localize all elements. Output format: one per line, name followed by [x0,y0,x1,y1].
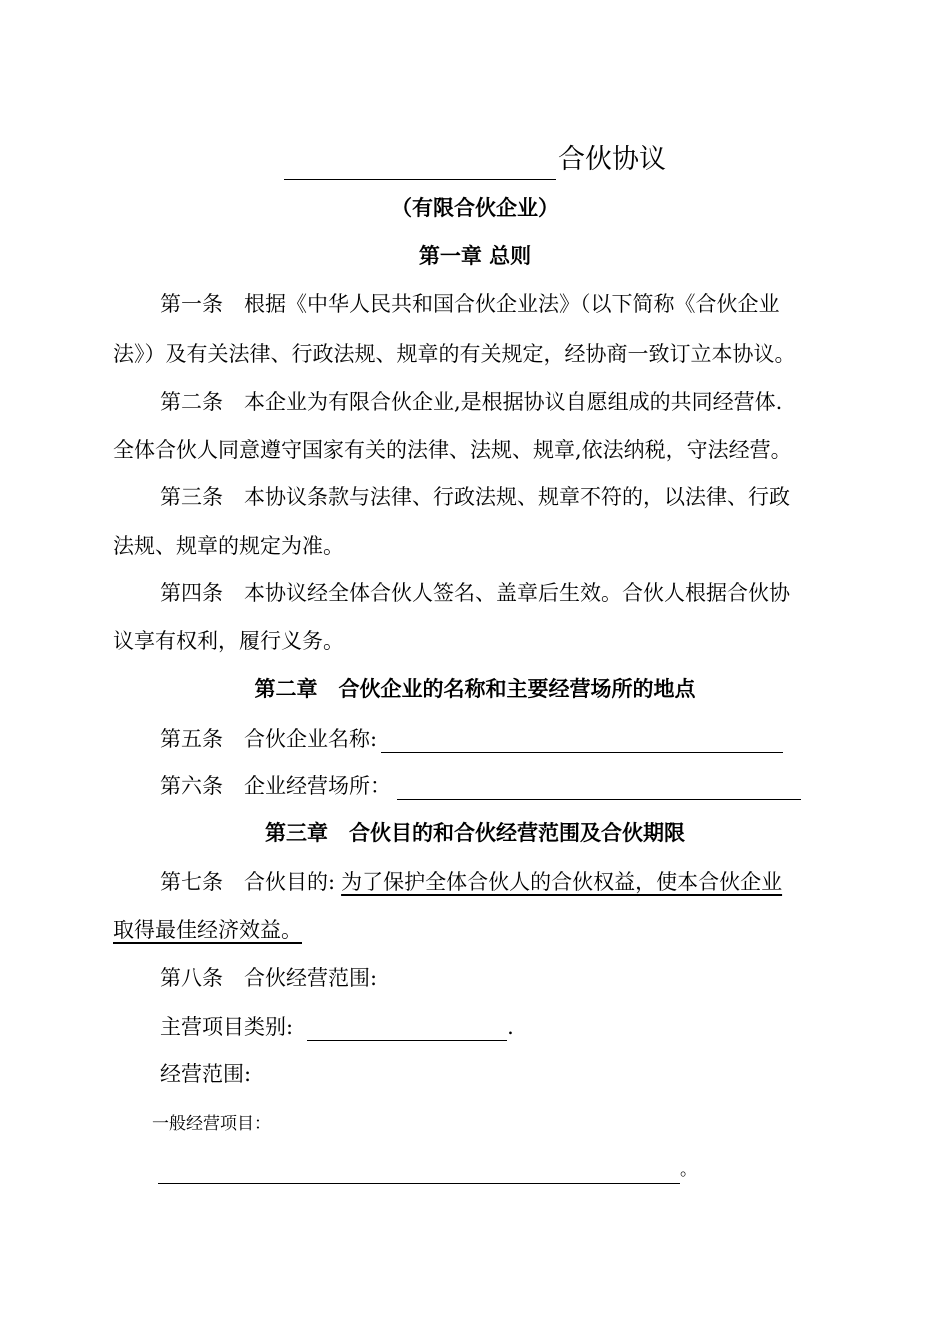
article2-line1: 第二条 本企业为有限合伙企业,是根据协议自愿组成的共同经营体. [160,390,783,414]
main-category-field[interactable] [307,1012,507,1041]
scope-label: 经营范围: [160,1062,252,1086]
article5-label: 第五条 合伙企业名称: [160,727,378,751]
general-items-label: 一般经营项目： [152,1114,271,1134]
article3-line2: 法规、规章的规定为准。 [113,534,344,558]
article7-label: 第七条 合伙目的: [160,870,336,894]
document-subtitle: （有限合伙企业） [391,196,559,220]
title-blank[interactable] [284,145,556,180]
article3-line1: 第三条 本协议条款与法律、行政法规、规章不符的，以法律、行政 [160,485,790,509]
article6-row [160,771,801,800]
article1-line2: 法》）及有关法律、行政法规、规章的有关规定，经协商一致订立本协议。 [113,342,796,366]
document-title [0,140,950,180]
article4-line2: 议享有权利，履行义务。 [113,629,344,653]
main-category-label: 主营项目类别: [160,1015,294,1039]
business-location-field[interactable] [397,771,801,800]
general-items-row [158,1156,697,1184]
main-category-row [160,1012,514,1041]
article5-row [160,724,783,753]
chapter1-heading: 第一章 总则 [418,244,532,268]
general-items-field[interactable] [158,1159,680,1184]
article1-line1: 第一条 根据《中华人民共和国合伙企业法》（以下简称《合伙企业 [160,292,780,316]
article8-label: 第八条 合伙经营范围: [160,966,378,990]
article7-row [160,868,782,896]
main-category-end: . [507,1015,514,1039]
partnership-purpose-text-cont: 取得最佳经济效益。 [113,918,302,942]
enterprise-name-field[interactable] [381,724,783,753]
general-items-end: 。 [680,1160,697,1180]
article6-label: 第六条 企业经营场所： [160,774,391,798]
chapter3-heading: 第三章 合伙目的和合伙经营范围及合伙期限 [265,821,685,845]
chapter2-heading: 第二章 合伙企业的名称和主要经营场所的地点 [254,677,696,701]
article2-line2: 全体合伙人同意遵守国家有关的法律、法规、规章,依法纳税，守法经营。 [113,438,792,462]
partnership-purpose-text: 为了保护全体合伙人的合伙权益，使本合伙企业 [341,870,783,894]
title-text: 合伙协议 [558,144,666,175]
article4-line1: 第四条 本协议经全体合伙人签名、盖章后生效。合伙人根据合伙协 [160,581,790,605]
